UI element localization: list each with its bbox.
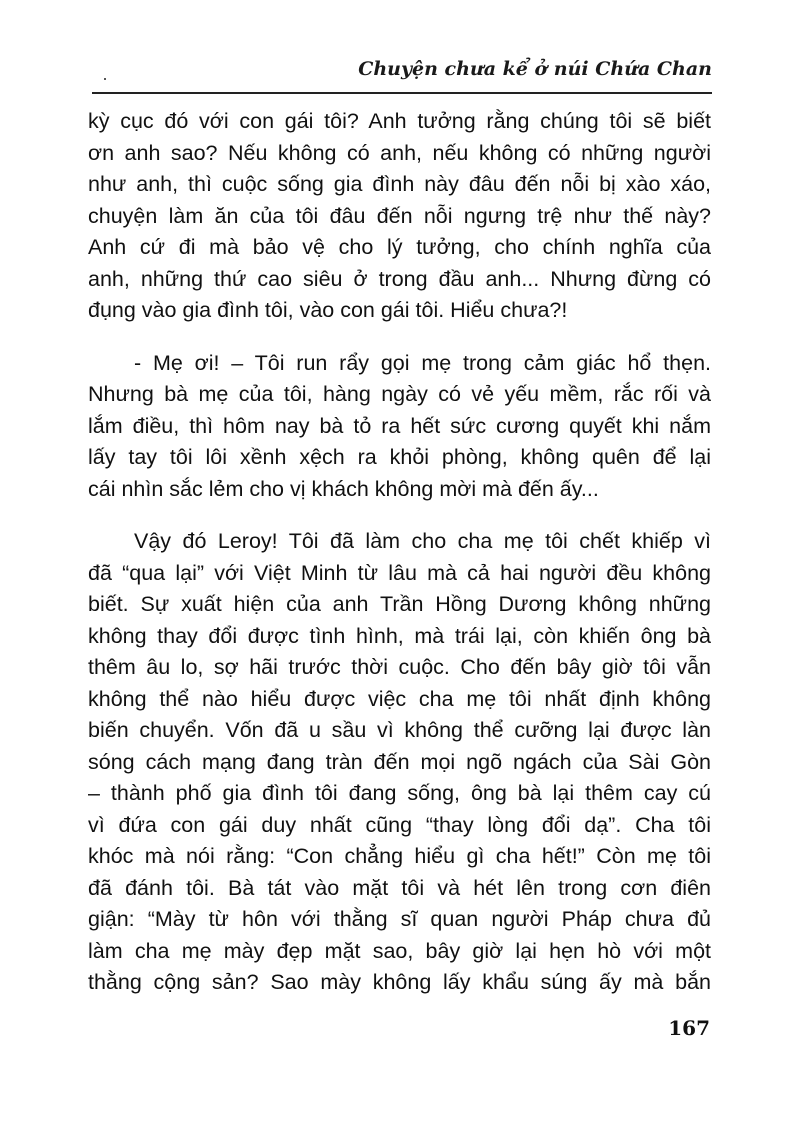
- text-line: anh, những thứ cao siêu ở trong đầu anh... Nhưng đừng có: [88, 266, 711, 291]
- text-line: thằng cộng sản? Sao mày không lấy khẩu súng ấy mà bắn: [88, 970, 711, 994]
- text-line: giận: “Mày từ hôn với thằng sĩ quan người Pháp chưa đủ: [88, 907, 711, 931]
- text-line: đã đánh tôi. Bà tát vào mặt tôi và hét lên trong cơn điên: [88, 875, 711, 900]
- text-line: lấy tay tôi lôi xềnh xệch ra khỏi phòng, không quên để lại: [88, 445, 711, 469]
- text-line: đã “qua lại” với Việt Minh từ lâu mà cả hai người đều không: [88, 560, 711, 585]
- text-line: – thành phố gia đình tôi đang sống, ông bà lại thêm cay cú: [88, 781, 711, 805]
- header-rule: [92, 92, 712, 94]
- text-line: không thể nào hiểu được việc cha mẹ tôi nhất định không: [88, 686, 711, 711]
- text-line: khóc mà nói rằng: “Con chẳng hiểu gì cha hết!” Còn mẹ tôi: [88, 844, 711, 868]
- text-line: thêm âu lo, sợ hãi trước thời cuộc. Cho đến bây giờ tôi vẫn: [88, 655, 711, 679]
- text-line: chuyện làm ăn của tôi đâu đến nỗi ngưng trệ như thế này?: [88, 203, 711, 228]
- text-line: sóng cách mạng đang tràn đến mọi ngõ ngách của Sài Gòn: [88, 749, 711, 774]
- paragraph: [88, 348, 711, 506]
- text-line: biến chuyển. Vốn đã u sầu vì không thể cưỡng lại được làn: [88, 718, 711, 742]
- running-header: Chuyện chưa kể ở núi Chứa Chan: [358, 58, 712, 80]
- page-number: 167: [668, 1016, 710, 1040]
- paragraph: [88, 106, 711, 327]
- text-line: như anh, thì cuộc sống gia đình này đâu đến nỗi bị xào xáo,: [88, 172, 711, 196]
- text-line: kỳ cục đó với con gái tôi? Anh tưởng rằng chúng tôi sẽ biết: [88, 109, 711, 133]
- text-line: không thay đổi được tình hình, mà trái lại, còn khiến ông bà: [88, 623, 711, 648]
- paragraph: [88, 526, 711, 999]
- scan-speck: [104, 78, 106, 80]
- text-line: Nhưng bà mẹ của tôi, hàng ngày có vẻ yếu mềm, rắc rối và: [88, 382, 711, 406]
- text-line: đụng vào gia đình tôi, vào con gái tôi. Hiểu chưa?!: [88, 298, 568, 322]
- text-line: Vậy đó Leroy! Tôi đã làm cho cha mẹ tôi chết khiếp vì: [134, 529, 711, 553]
- paragraph-gap: [88, 505, 711, 526]
- text-line: Anh cứ đi mà bảo vệ cho lý tưởng, cho chính nghĩa của: [88, 235, 711, 259]
- text-line: lắm điều, thì hôm nay bà tỏ ra hết sức cương quyết khi nắm: [88, 413, 711, 438]
- text-line: ơn anh sao? Nếu không có anh, nếu không có những người: [88, 140, 711, 165]
- text-line: vì đứa con gái duy nhất cũng “thay lòng đổi dạ”. Cha tôi: [88, 812, 711, 837]
- text-line: - Mẹ ơi! – Tôi run rẩy gọi mẹ trong cảm giác hổ thẹn.: [134, 350, 711, 375]
- paragraph-gap: [88, 327, 711, 348]
- body-text: [88, 106, 711, 999]
- text-line: làm cha mẹ mày đẹp mặt sao, bây giờ lại hẹn hò với một: [88, 938, 711, 963]
- text-line: biết. Sự xuất hiện của anh Trần Hồng Dương không những: [88, 592, 711, 616]
- text-line: cái nhìn sắc lẻm cho vị khách không mời mà đến ấy...: [88, 476, 599, 501]
